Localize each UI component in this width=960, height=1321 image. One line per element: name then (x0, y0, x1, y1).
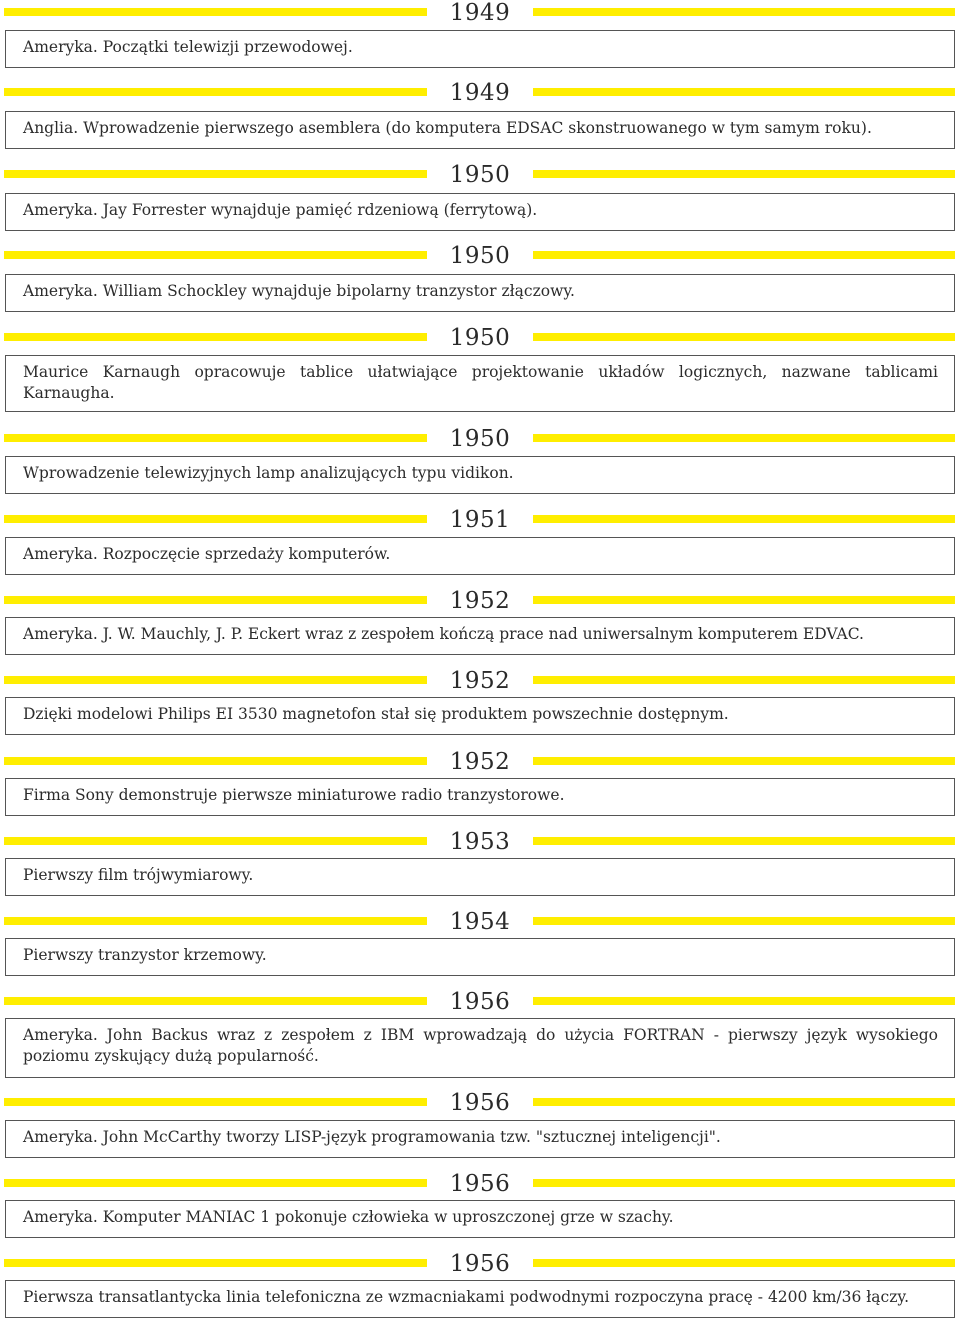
yellow-bar-right (533, 757, 955, 765)
entry-description: Firma Sony demonstruje pierwsze miniaturowe radio tranzystorowe. (5, 778, 955, 816)
entry-year: 1952 (449, 588, 511, 614)
yellow-bar-left (4, 88, 427, 96)
yellow-bar-left (4, 596, 427, 604)
yellow-bar-left (4, 170, 427, 178)
entry-description: Dzięki modelowi Philips EI 3530 magnetofon stał się produktem powszechnie dostępnym. (5, 697, 955, 735)
yellow-bar-right (533, 170, 955, 178)
entry-year: 1953 (449, 829, 511, 855)
yellow-bar-right (533, 596, 955, 604)
entry-description: Pierwsza transatlantycka linia telefoniczna ze wzmacniakami podwodnymi rozpoczyna pracę - 4200 km/36 łączy. (5, 1280, 955, 1318)
yellow-bar-left (4, 434, 427, 442)
entry-description: Ameryka. William Schockley wynajduje bipolarny tranzystor złączowy. (5, 274, 955, 312)
yellow-bar-right (533, 88, 955, 96)
yellow-bar-right (533, 1098, 955, 1106)
entry-year: 1950 (449, 243, 511, 269)
yellow-bar-left (4, 757, 427, 765)
entry-description: Pierwszy tranzystor krzemowy. (5, 938, 955, 976)
entry-year: 1956 (449, 989, 511, 1015)
entry-year: 1956 (449, 1090, 511, 1116)
entry-year: 1949 (449, 0, 511, 26)
yellow-bar-left (4, 1179, 427, 1187)
yellow-bar-left (4, 251, 427, 259)
entry-description: Wprowadzenie telewizyjnych lamp analizujących typu vidikon. (5, 456, 955, 494)
yellow-bar-right (533, 837, 955, 845)
entry-description: Ameryka. John Backus wraz z zespołem z IBM wprowadzają do użycia FORTRAN - pierwszy język wysokiego poziomu zyskujący dużą popularność. (5, 1018, 955, 1078)
entry-year: 1949 (449, 80, 511, 106)
yellow-bar-left (4, 917, 427, 925)
yellow-bar-left (4, 8, 427, 16)
yellow-bar-left (4, 837, 427, 845)
entry-year: 1954 (449, 909, 511, 935)
yellow-bar-right (533, 434, 955, 442)
entry-year: 1956 (449, 1171, 511, 1197)
entry-year: 1951 (449, 507, 511, 533)
entry-year: 1952 (449, 668, 511, 694)
entry-description: Ameryka. John McCarthy tworzy LISP-język programowania tzw. "sztucznej inteligencji". (5, 1120, 955, 1158)
entry-description: Anglia. Wprowadzenie pierwszego asemblera (do komputera EDSAC skonstruowanego w tym samym roku). (5, 111, 955, 149)
entry-description: Ameryka. Komputer MANIAC 1 pokonuje człowieka w uproszczonej grze w szachy. (5, 1200, 955, 1238)
yellow-bar-left (4, 1259, 427, 1267)
yellow-bar-right (533, 1179, 955, 1187)
yellow-bar-right (533, 333, 955, 341)
yellow-bar-right (533, 997, 955, 1005)
entry-year: 1950 (449, 162, 511, 188)
yellow-bar-left (4, 333, 427, 341)
entry-description: Ameryka. Jay Forrester wynajduje pamięć rdzeniową (ferrytową). (5, 193, 955, 231)
yellow-bar-right (533, 917, 955, 925)
entry-year: 1952 (449, 749, 511, 775)
yellow-bar-right (533, 676, 955, 684)
yellow-bar-right (533, 515, 955, 523)
entry-year: 1950 (449, 325, 511, 351)
yellow-bar-left (4, 676, 427, 684)
yellow-bar-right (533, 1259, 955, 1267)
entry-description: Pierwszy film trójwymiarowy. (5, 858, 955, 896)
entry-description: Ameryka. Rozpoczęcie sprzedaży komputerów. (5, 537, 955, 575)
yellow-bar-left (4, 515, 427, 523)
entry-description: Ameryka. Początki telewizji przewodowej. (5, 30, 955, 68)
yellow-bar-right (533, 251, 955, 259)
entry-year: 1956 (449, 1251, 511, 1277)
entry-description: Maurice Karnaugh opracowuje tablice ułatwiające projektowanie układów logicznych, nazwane tablicami Karnaugha. (5, 355, 955, 412)
yellow-bar-left (4, 997, 427, 1005)
yellow-bar-right (533, 8, 955, 16)
entry-description: Ameryka. J. W. Mauchly, J. P. Eckert wraz z zespołem kończą prace nad uniwersalnym komputerem EDVAC. (5, 617, 955, 655)
entry-year: 1950 (449, 426, 511, 452)
yellow-bar-left (4, 1098, 427, 1106)
